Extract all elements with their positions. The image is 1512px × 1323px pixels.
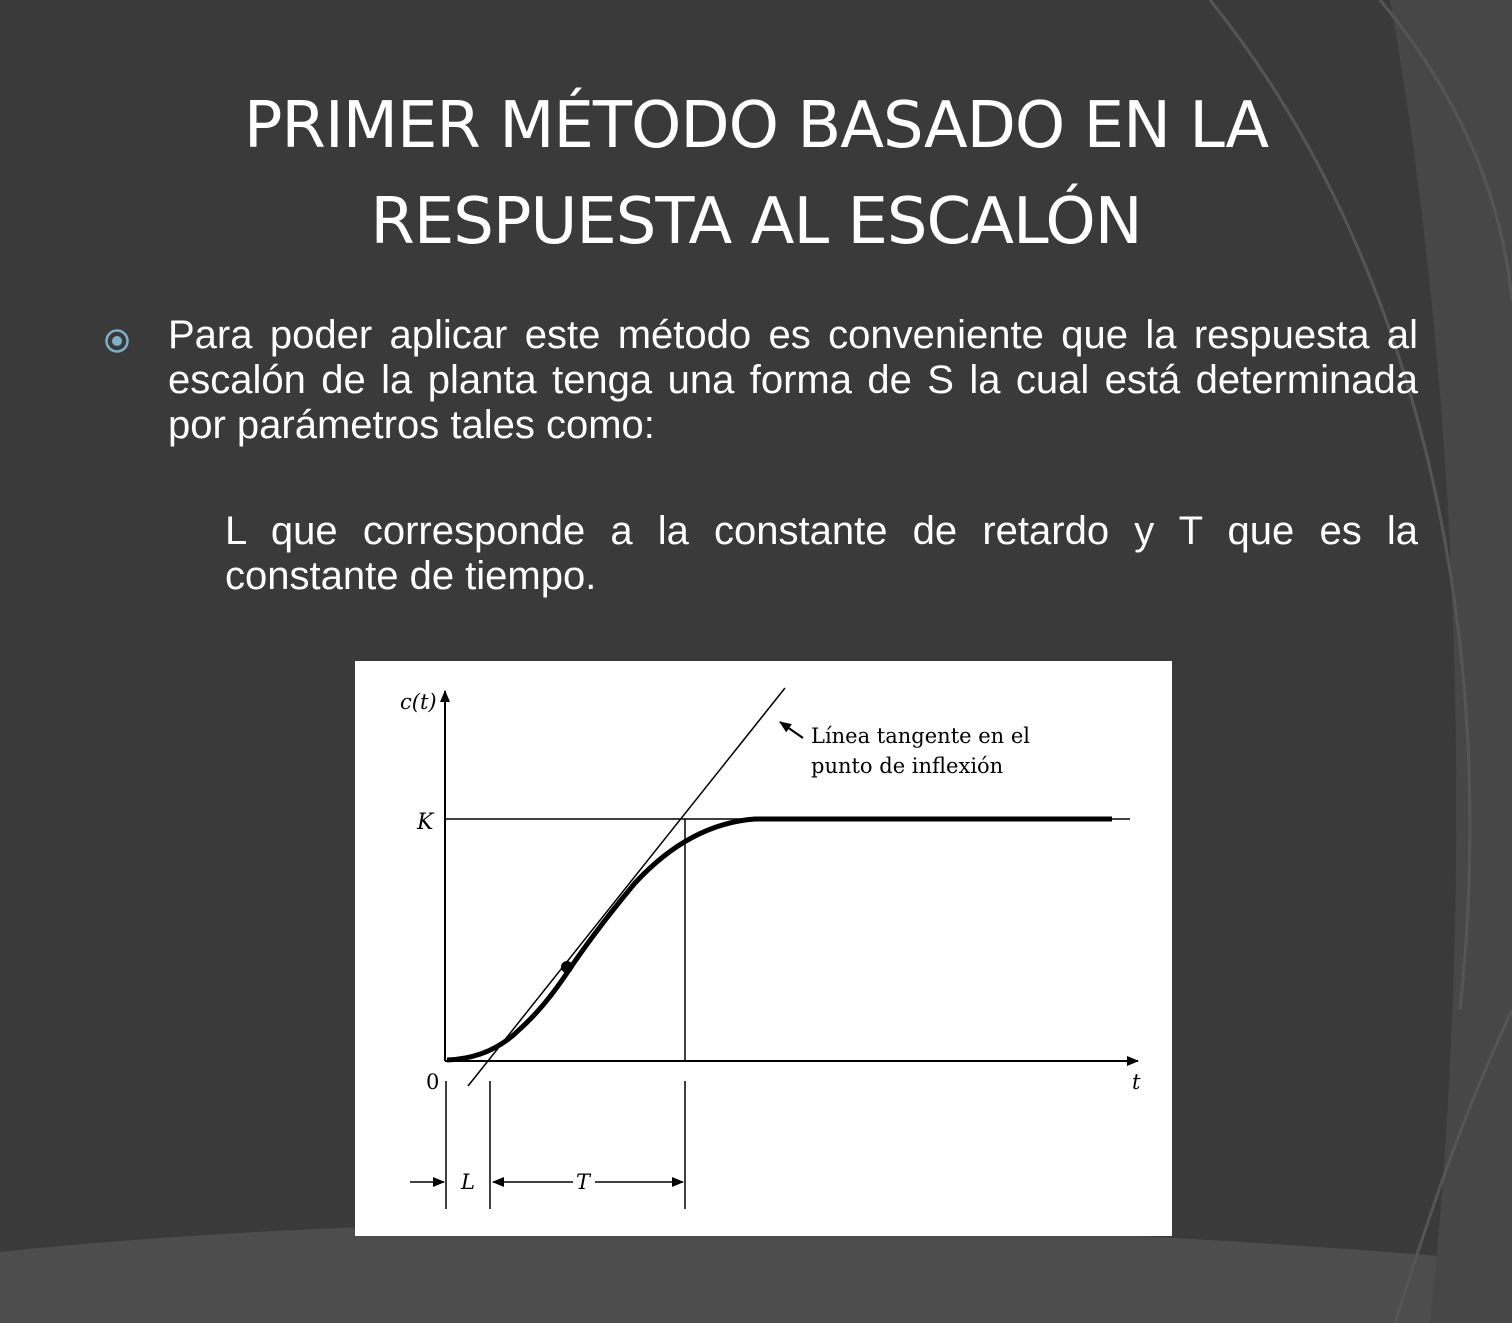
origin-label: 0 — [426, 1070, 440, 1094]
sub-paragraph: L que corresponde a la constante de retardo y T que es la constante de tiempo. — [225, 509, 1418, 598]
bullet-paragraph: Para poder aplicar este método es conveniente que la respuesta al escalón de la planta tenga una forma de S la cual está determinada por parámetros tales como: — [168, 313, 1418, 447]
annotation-line-1: Línea tangente en el — [811, 724, 1031, 748]
slide-title — [0, 78, 1512, 270]
tangent-line — [468, 688, 785, 1086]
step-response-diagram — [355, 661, 1172, 1236]
t-label: T — [576, 1170, 591, 1194]
step-response-figure — [355, 661, 1172, 1236]
circled-dot-icon — [104, 328, 130, 354]
inflection-point — [561, 961, 573, 973]
annotation-arrow — [780, 722, 803, 738]
x-axis-label: t — [1132, 1070, 1141, 1094]
title-line-1: PRIMER MÉTODO BASADO EN LA — [243, 89, 1269, 163]
annotation-line-2: punto de inflexión — [811, 754, 1004, 778]
response-curve — [447, 819, 1112, 1060]
k-label: K — [417, 810, 434, 835]
l-label: L — [461, 1170, 475, 1194]
title-line-2: RESPUESTA AL ESCALÓN — [370, 185, 1142, 259]
y-axis-label: c(t) — [400, 690, 437, 714]
